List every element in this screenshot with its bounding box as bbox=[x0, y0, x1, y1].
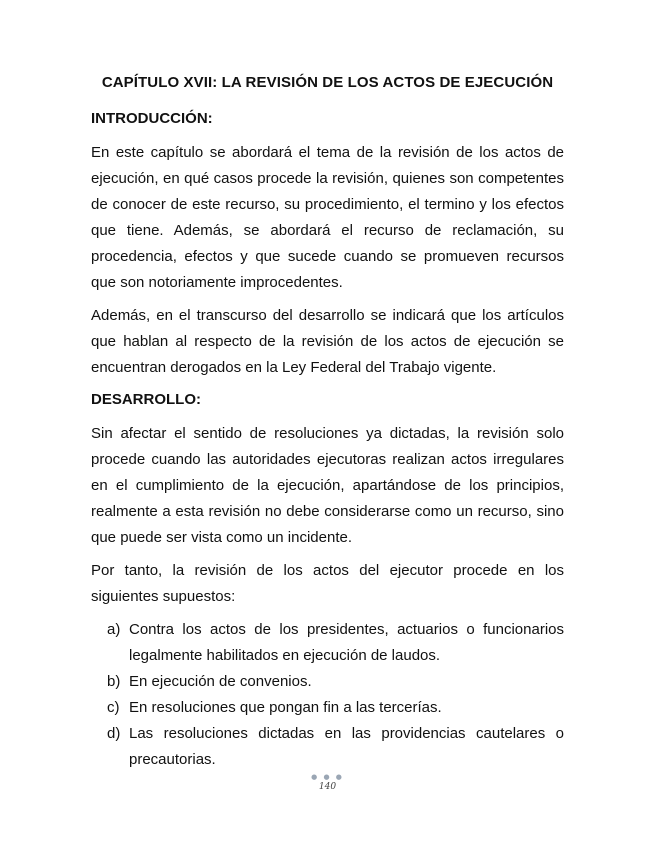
page-number: 140 bbox=[318, 782, 337, 792]
list-marker: a) bbox=[107, 621, 121, 638]
list-item bbox=[91, 695, 564, 721]
document-page bbox=[91, 72, 564, 773]
intro-paragraph-1: En este capítulo se abordará el tema de la revisión de los actos de ejecución, en qué casos procede la revisión, quienes son competentes de conocer de este recurso, su procedimiento, el termino y los efectos que tiene. Además, se abordará el recurso de reclamación, su procedencia, efectos y que sucede cuando se promueven recursos que son notoriamente improcedentes. bbox=[91, 144, 564, 291]
supuestos-list bbox=[91, 617, 564, 773]
list-item bbox=[91, 669, 564, 695]
desarrollo-paragraph-2: Por tanto, la revisión de los actos del ejecutor procede en los siguientes supuestos: bbox=[91, 562, 564, 605]
list-item-text: En ejecución de convenios. bbox=[129, 673, 312, 690]
list-marker: d) bbox=[107, 725, 121, 742]
intro-paragraph-2: Además, en el transcurso del desarrollo se indicará que los artículos que hablan al respecto de la revisión de los actos de ejecución se encuentran derogados en la Ley Federal del Trabajo vigente. bbox=[91, 307, 564, 376]
list-item-text: Las resoluciones dictadas en las providencias cautelares o precautorias. bbox=[129, 725, 564, 768]
desarrollo-paragraph-1: Sin afectar el sentido de resoluciones ya dictadas, la revisión solo procede cuando las autoridades ejecutoras realizan actos irregulares en el cumplimiento de la ejecución, apartándose de los principios, realmente a esta revisión no debe considerarse como un recurso, sino que puede ser vista como un incidente. bbox=[91, 425, 564, 546]
list-item bbox=[91, 617, 564, 669]
list-marker: b) bbox=[107, 673, 121, 690]
list-item-text: Contra los actos de los presidentes, actuarios o funcionarios legalmente habilitados en ejecución de laudos. bbox=[129, 621, 564, 664]
page-footer bbox=[0, 774, 655, 792]
list-item bbox=[91, 721, 564, 773]
list-item-text: En resoluciones que pongan fin a las tercerías. bbox=[129, 699, 442, 716]
list-marker: c) bbox=[107, 699, 120, 716]
section-heading-desarrollo: DESARROLLO: bbox=[91, 391, 201, 408]
section-heading-introduccion: INTRODUCCIÓN: bbox=[91, 110, 213, 127]
chapter-title: CAPÍTULO XVII: LA REVISIÓN DE LOS ACTOS DE EJECUCIÓN bbox=[101, 74, 554, 91]
footer-dots-icon: ● ● ● bbox=[311, 773, 344, 781]
